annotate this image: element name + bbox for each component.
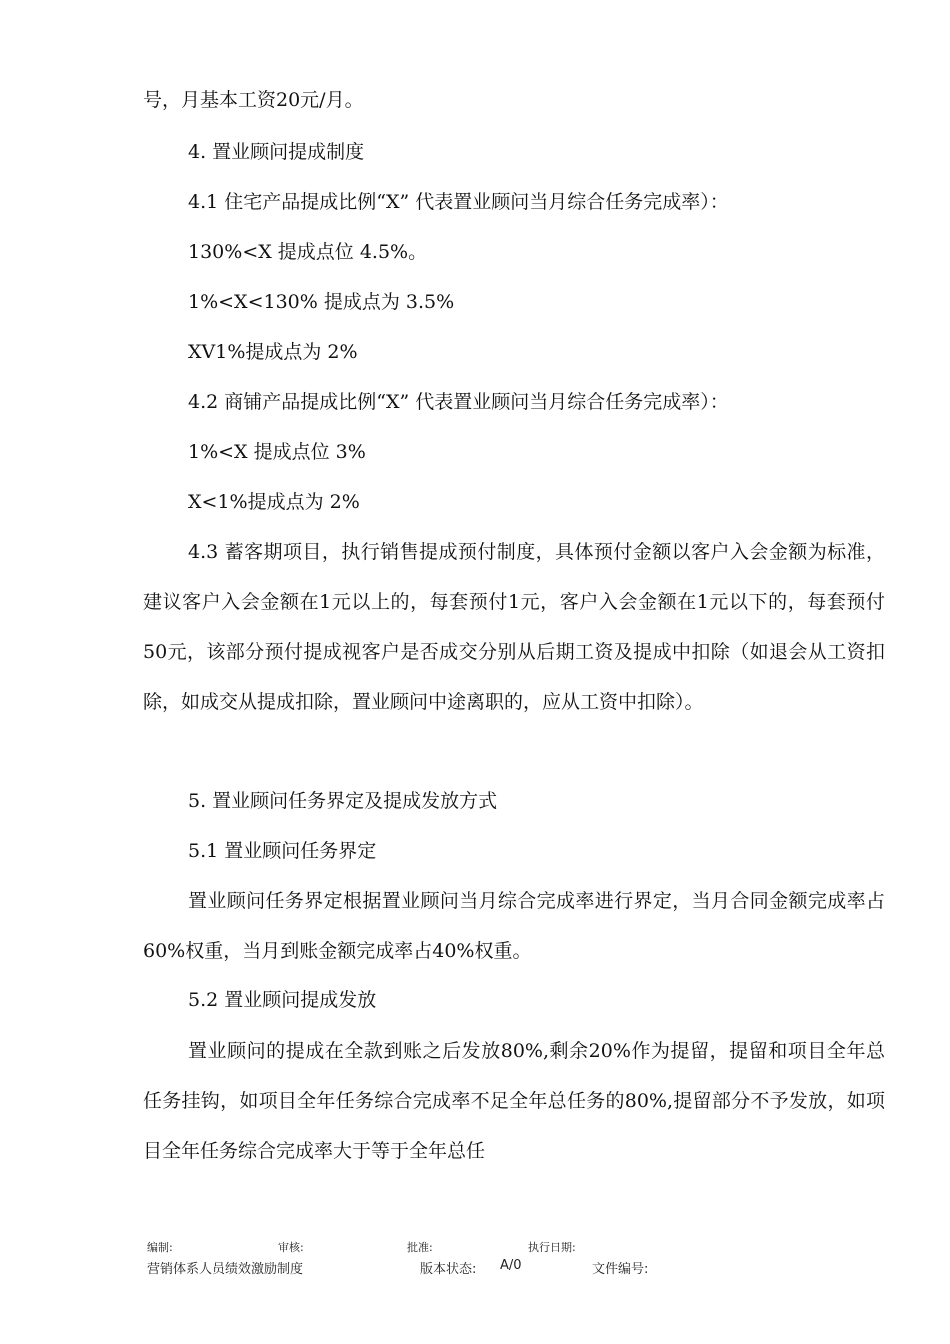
footer-doc-title: 营销体系人员绩效激励制度 [147,1262,304,1277]
subsection-heading-4-1: 4.1 住宅产品提成比例“X” 代表置业顾问当月综合任务完成率）： [188,191,729,213]
paragraph-5-2: 置业顾问的提成在全款到账之后发放80%,剩余20%作为提留，提留和项目全年总任务挂钩，如项目全年任务综合完成率不足全年总任务的80%,提留部分不予发放，如项目全年任务综合完成率大于等于全年总任 [143,1040,885,1162]
text-line: 130%<X 提成点位 4.5%。 [188,241,428,263]
section-heading-5: 5. 置业顾问任务界定及提成发放方式 [188,790,498,812]
text-line: 号，月基本工资20元/月。 [143,89,364,111]
text-line: 1%<X 提成点位 3% [188,441,366,463]
text-line: 1%<X<130% 提成点为 3.5% [188,291,455,313]
subsection-heading-4-2: 4.2 商铺产品提成比例“X” 代表置业顾问当月综合任务完成率）： [188,391,729,413]
text-line: XV1%提成点为 2% [188,341,358,363]
footer-file-number-label: 文件编号: [592,1262,649,1277]
paragraph-5-1: 置业顾问任务界定根据置业顾问当月综合完成率进行界定，当月合同金额完成率占60%权重，当月到账金额完成率占40%权重。 [143,890,885,962]
subsection-heading-5-1: 5.1 置业顾问任务界定 [188,840,377,862]
footer-exec-date-label: 执行日期: [528,1241,576,1254]
footer-compiled-label: 编制: [147,1241,173,1254]
footer-version-value: A/0 [500,1258,522,1273]
footer-reviewed-label: 审核: [278,1241,304,1254]
footer-approved-label: 批准: [407,1241,433,1254]
footer-version-label: 版本状态: [420,1262,477,1277]
text-line: X<1%提成点为 2% [188,491,360,513]
subsection-heading-5-2: 5.2 置业顾问提成发放 [188,989,377,1011]
paragraph-4-3: 4.3 蓄客期项目，执行销售提成预付制度，具体预付金额以客户入会金额为标准，建议客户入会金额在1元以上的，每套预付1元，客户入会金额在1元以下的，每套预付50元，该部分预付提成视客户是否成交分别从后期工资及提成中扣除（如退会从工资扣除，如成交从提成扣除，置业顾问中途离职的，应从工资中扣除）。 [143,541,885,713]
section-heading-4: 4. 置业顾问提成制度 [188,141,365,163]
